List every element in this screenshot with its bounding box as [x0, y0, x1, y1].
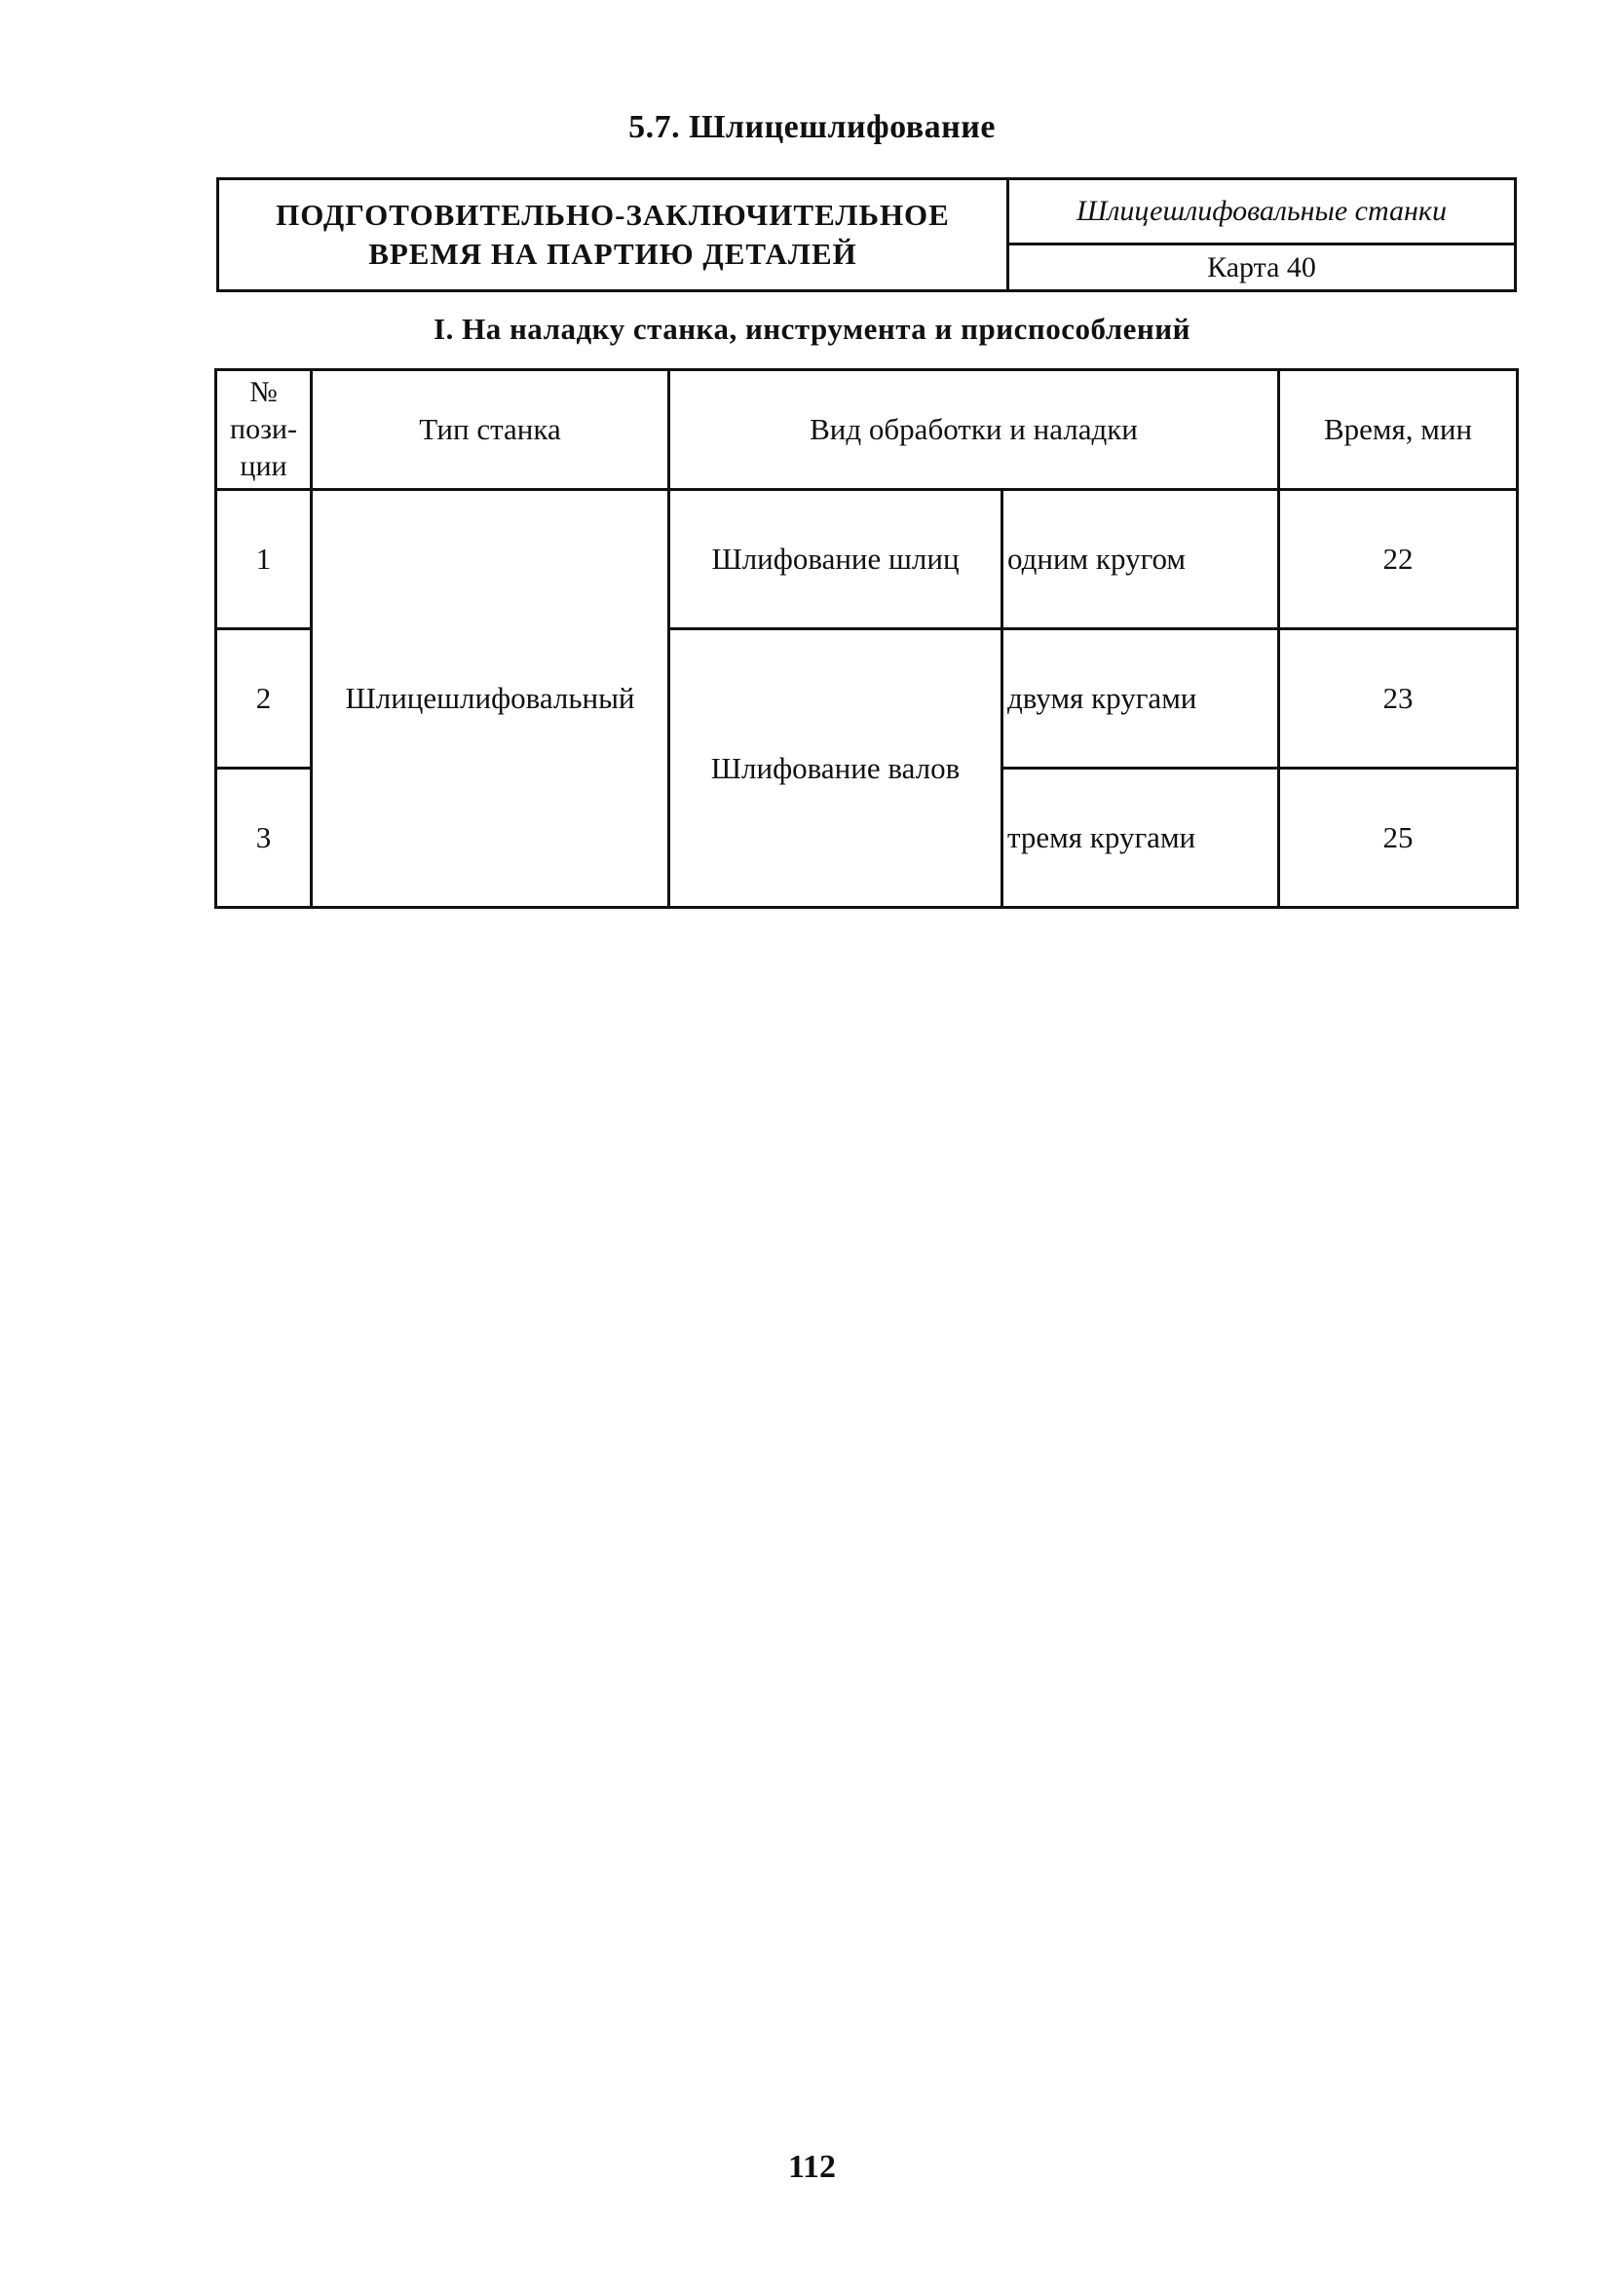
table-row: [216, 490, 1518, 629]
row-operation: Шлифование шлиц: [669, 490, 1002, 629]
header-work-kind: Вид обработки и наладки: [669, 370, 1279, 490]
row-setup: двумя кругами: [1002, 629, 1279, 769]
row-time: 23: [1279, 629, 1518, 769]
setup-time-table: [214, 368, 1519, 909]
page-number: 112: [787, 2149, 837, 2185]
header-position-line2: пози-: [230, 413, 297, 445]
row-position: 2: [216, 629, 312, 769]
row-operation: Шлифование валов: [669, 629, 1002, 908]
section-title: 5.7. Шлицешлифование: [628, 109, 996, 145]
machine-group-label: Шлицешлифовальные станки: [1009, 180, 1514, 245]
card-header-title-line1: ПОДГОТОВИТЕЛЬНО-ЗАКЛЮЧИТЕЛЬНОЕ: [276, 198, 950, 232]
header-position-line1: №: [249, 376, 278, 408]
card-number: Карта 40: [1207, 250, 1316, 283]
card-header: [216, 177, 1517, 292]
card-header-title-line2: ВРЕМЯ НА ПАРТИЮ ДЕТАЛЕЙ: [368, 237, 857, 271]
row-position: 3: [216, 769, 312, 908]
header-position: [216, 370, 312, 490]
subsection-title: I. На наладку станка, инструмента и приспособлений: [434, 312, 1190, 346]
row-time: 22: [1279, 490, 1518, 629]
row-position: 1: [216, 490, 312, 629]
machine-type-cell: Шлицешлифовальный: [312, 490, 669, 908]
row-setup: одним кругом: [1002, 490, 1279, 629]
header-machine-type: Тип станка: [312, 370, 669, 490]
header-time: Время, мин: [1279, 370, 1518, 490]
row-setup: тремя кругами: [1002, 769, 1279, 908]
table-header-row: [216, 370, 1518, 490]
card-header-title: [219, 180, 1009, 289]
header-position-line3: ции: [240, 450, 287, 482]
row-time: 25: [1279, 769, 1518, 908]
